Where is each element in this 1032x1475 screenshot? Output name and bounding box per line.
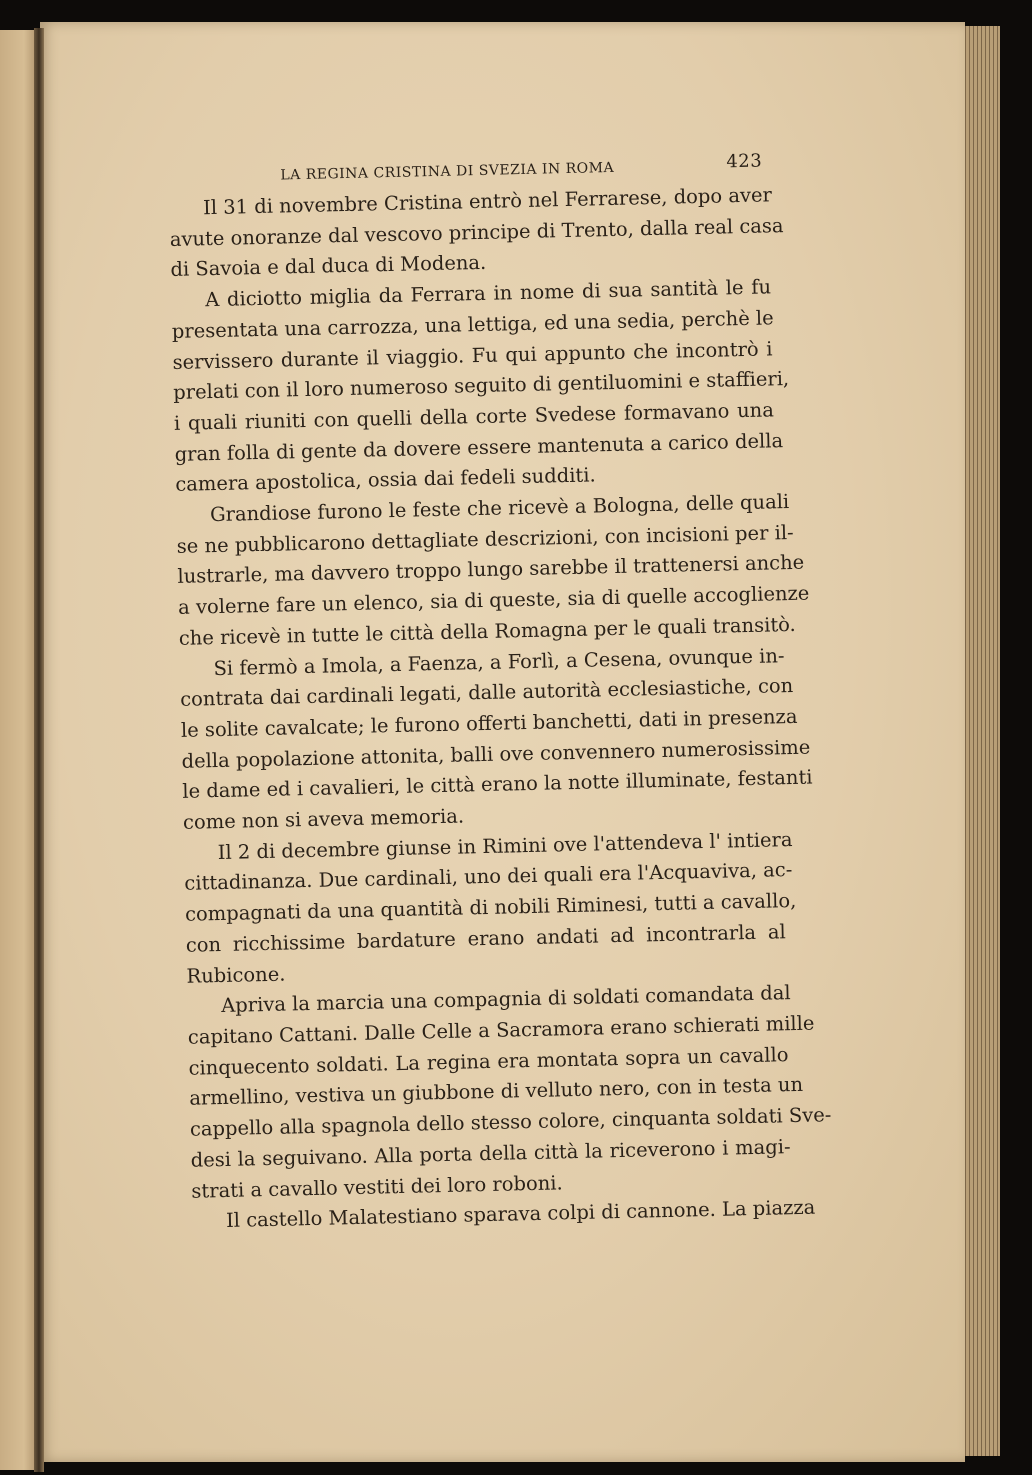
text-line: cittadinanza. Due cardinali, uno dei quali era l'Acquaviva, ac- (184, 858, 793, 896)
text-line: prelati con il loro numeroso seguito di gentiluomini e staffieri, (173, 367, 790, 405)
text-line: Si fermò a Imola, a Faenza, a Forlì, a Cesena, ovunque in- (213, 643, 785, 680)
running-title: LA REGINA CRISTINA DI SVEZIA IN ROMA (280, 159, 615, 184)
text-line: Il 2 di decembre giunse in Rimini ove l'attendeva l' intiera (217, 827, 793, 864)
text-line: come non si aveva memoria. (182, 804, 465, 834)
text-line: desi la seguivano. Alla porta della città la riceverono i magi- (190, 1134, 791, 1172)
text-line: della popolazione attonita, balli ove convennero numerosissime (181, 735, 811, 773)
text-line: avute onoranze dal vescovo principe di Trento, dalla real casa (169, 213, 784, 251)
text-line: armellino, vestiva un giubbone di velluto nero, con in testa un (189, 1073, 804, 1111)
text-line: che ricevè in tutte le città della Romagna per le quali transitò. (178, 612, 796, 650)
text-line: presentata una carrozza, una lettiga, ed una sedia, perchè le (171, 306, 774, 343)
text-line: le dame ed i cavalieri, le città erano la notte illuminate, festanti (182, 765, 813, 804)
text-line: gran folla di gente da dovere essere mantenuta a carico della (174, 428, 784, 466)
page-number: 423 (726, 150, 763, 173)
text-line: servissero durante il viaggio. Fu qui appunto che incontrò i (172, 336, 773, 374)
page-text (168, 146, 832, 1237)
book-gutter (34, 28, 44, 1472)
text-line: Il 31 di novembre Cristina entrò nel Ferrarese, dopo aver (202, 183, 773, 220)
text-line: cappello alla spagnola dello stesso colore, cinquanta soldati Sve- (189, 1103, 832, 1141)
text-line: con ricchissime bardature erano andati ad incontrarla al (185, 920, 786, 957)
text-line: compagnati da una quantità di nobili Riminesi, tutti a cavallo, (184, 889, 797, 926)
text-line: Grandiose furono le feste che ricevè a Bologna, delle quali (209, 490, 790, 527)
text-line: se ne pubblicarono dettagliate descrizioni, con incisioni per il- (176, 520, 794, 558)
text-line: contrata dai cardinali legati, dalle autorità ecclesiastiche, con (179, 674, 794, 712)
text-line: i quali riuniti con quelli della corte Svedese formavano una (173, 398, 775, 435)
text-line: camera apostolica, ossia dai fedeli sudditi. (175, 463, 596, 497)
text-line: Apriva la marcia una compagnia di soldati comandata dal (220, 981, 791, 1018)
text-line: Rubicone. (186, 962, 286, 988)
text-line: cinquecento soldati. La regina era montata sopra un cavallo (188, 1042, 789, 1080)
text-line: di Savoia e dal duca di Modena. (170, 251, 487, 282)
text-line: capitano Cattani. Dalle Celle a Sacramora erano schierati mille (187, 1011, 815, 1049)
text-line: a volerne fare un elenco, sia di queste, sia di quelle accoglienze (177, 581, 810, 620)
text-line: A diciotto miglia da Ferrara in nome di sua santità le fu (204, 275, 772, 312)
text-line: le solite cavalcate; le furono offerti banchetti, dati in presenza (180, 704, 798, 742)
text-line: Il castello Malatestiano sparava colpi di cannone. La piazza (225, 1195, 816, 1233)
text-line: lustrarle, ma davvero troppo lungo sarebbe il trattenersi anche (177, 551, 805, 589)
text-line: strati a cavallo vestiti dei loro roboni. (191, 1170, 563, 1203)
